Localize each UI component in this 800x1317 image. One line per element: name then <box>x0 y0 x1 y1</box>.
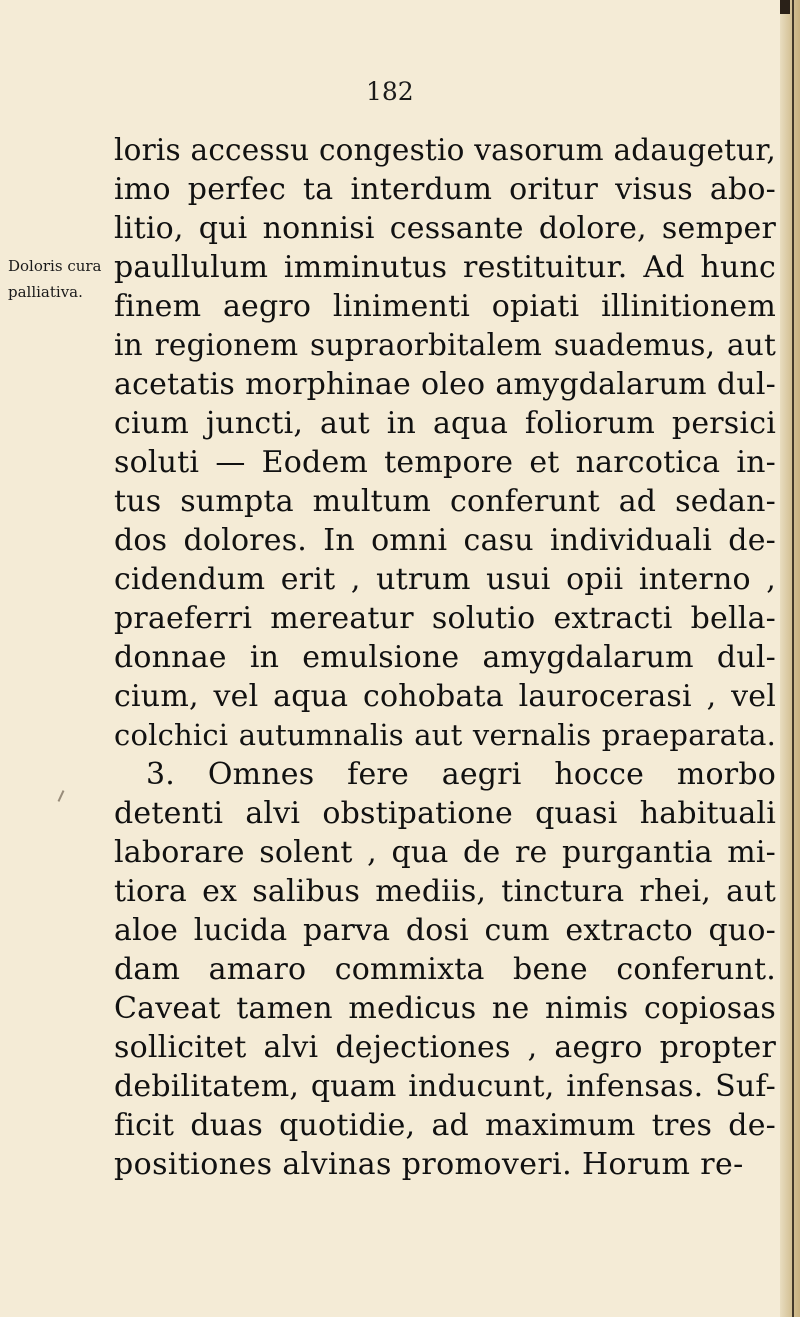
margin-note <box>8 253 100 305</box>
text-line: acetatis morphinae oleo amygdalarum dul- <box>114 367 776 402</box>
text-line: cium, vel aqua cohobata laurocerasi , vel <box>114 679 776 714</box>
text-line: imo perfec ta interdum oritur visus abo- <box>114 172 776 207</box>
text-line: tus sumpta multum conferunt ad sedan- <box>114 484 776 519</box>
text-line: ficit duas quotidie, ad maximum tres de- <box>114 1108 776 1143</box>
page-edge-mark <box>780 0 790 14</box>
text-line: 3. Omnes fere aegri hocce morbo <box>146 757 776 792</box>
text-line: in regionem supraorbitalem suademus, aut <box>114 328 776 362</box>
text-line: tiora ex salibus mediis, tinctura rhei, aut <box>114 874 776 909</box>
margin-note-line: palliativa. <box>8 283 83 301</box>
text-line: aloe lucida parva dosi cum extracto quo- <box>114 913 776 948</box>
text-line: colchici autumnalis aut vernalis praeparata. <box>114 718 776 752</box>
text-line: laborare solent , qua de re purgantia mi- <box>114 835 776 870</box>
text-line: cidendum erit , utrum usui opii interno , <box>114 562 776 597</box>
body-text <box>114 131 776 1184</box>
page-edge-line <box>792 0 794 1317</box>
page-edge-shadow <box>780 0 800 1317</box>
text-line: detenti alvi obstipatione quasi habituali <box>114 796 776 831</box>
text-line: cium juncti, aut in aqua foliorum persici <box>114 406 776 441</box>
text-line: debilitatem, quam inducunt, infensas. Suf- <box>114 1069 776 1104</box>
margin-note-line: Doloris cura <box>8 257 102 275</box>
ink-mark <box>58 790 65 802</box>
text-line: loris accessu congestio vasorum adaugetur, <box>114 133 776 167</box>
text-line: paullulum imminutus restituitur. Ad hunc <box>114 250 776 285</box>
text-line: sollicitet alvi dejectiones , aegro propter <box>114 1030 776 1065</box>
text-line: positiones alvinas promoveri. Horum re- <box>114 1147 744 1182</box>
text-line: praeferri mereatur solutio extracti bella- <box>114 601 776 636</box>
page-number: 182 <box>366 77 414 106</box>
text-line: donnae in emulsione amygdalarum dul- <box>114 640 776 675</box>
text-line: finem aegro linimenti opiati illinitionem <box>114 289 776 324</box>
text-line: Caveat tamen medicus ne nimis copiosas <box>114 991 776 1026</box>
text-line: litio, qui nonnisi cessante dolore, semper <box>114 211 776 246</box>
text-line: dam amaro commixta bene conferunt. <box>114 952 776 987</box>
text-line: dos dolores. In omni casu individuali de- <box>114 523 776 558</box>
text-line: soluti — Eodem tempore et narcotica in- <box>114 445 776 480</box>
